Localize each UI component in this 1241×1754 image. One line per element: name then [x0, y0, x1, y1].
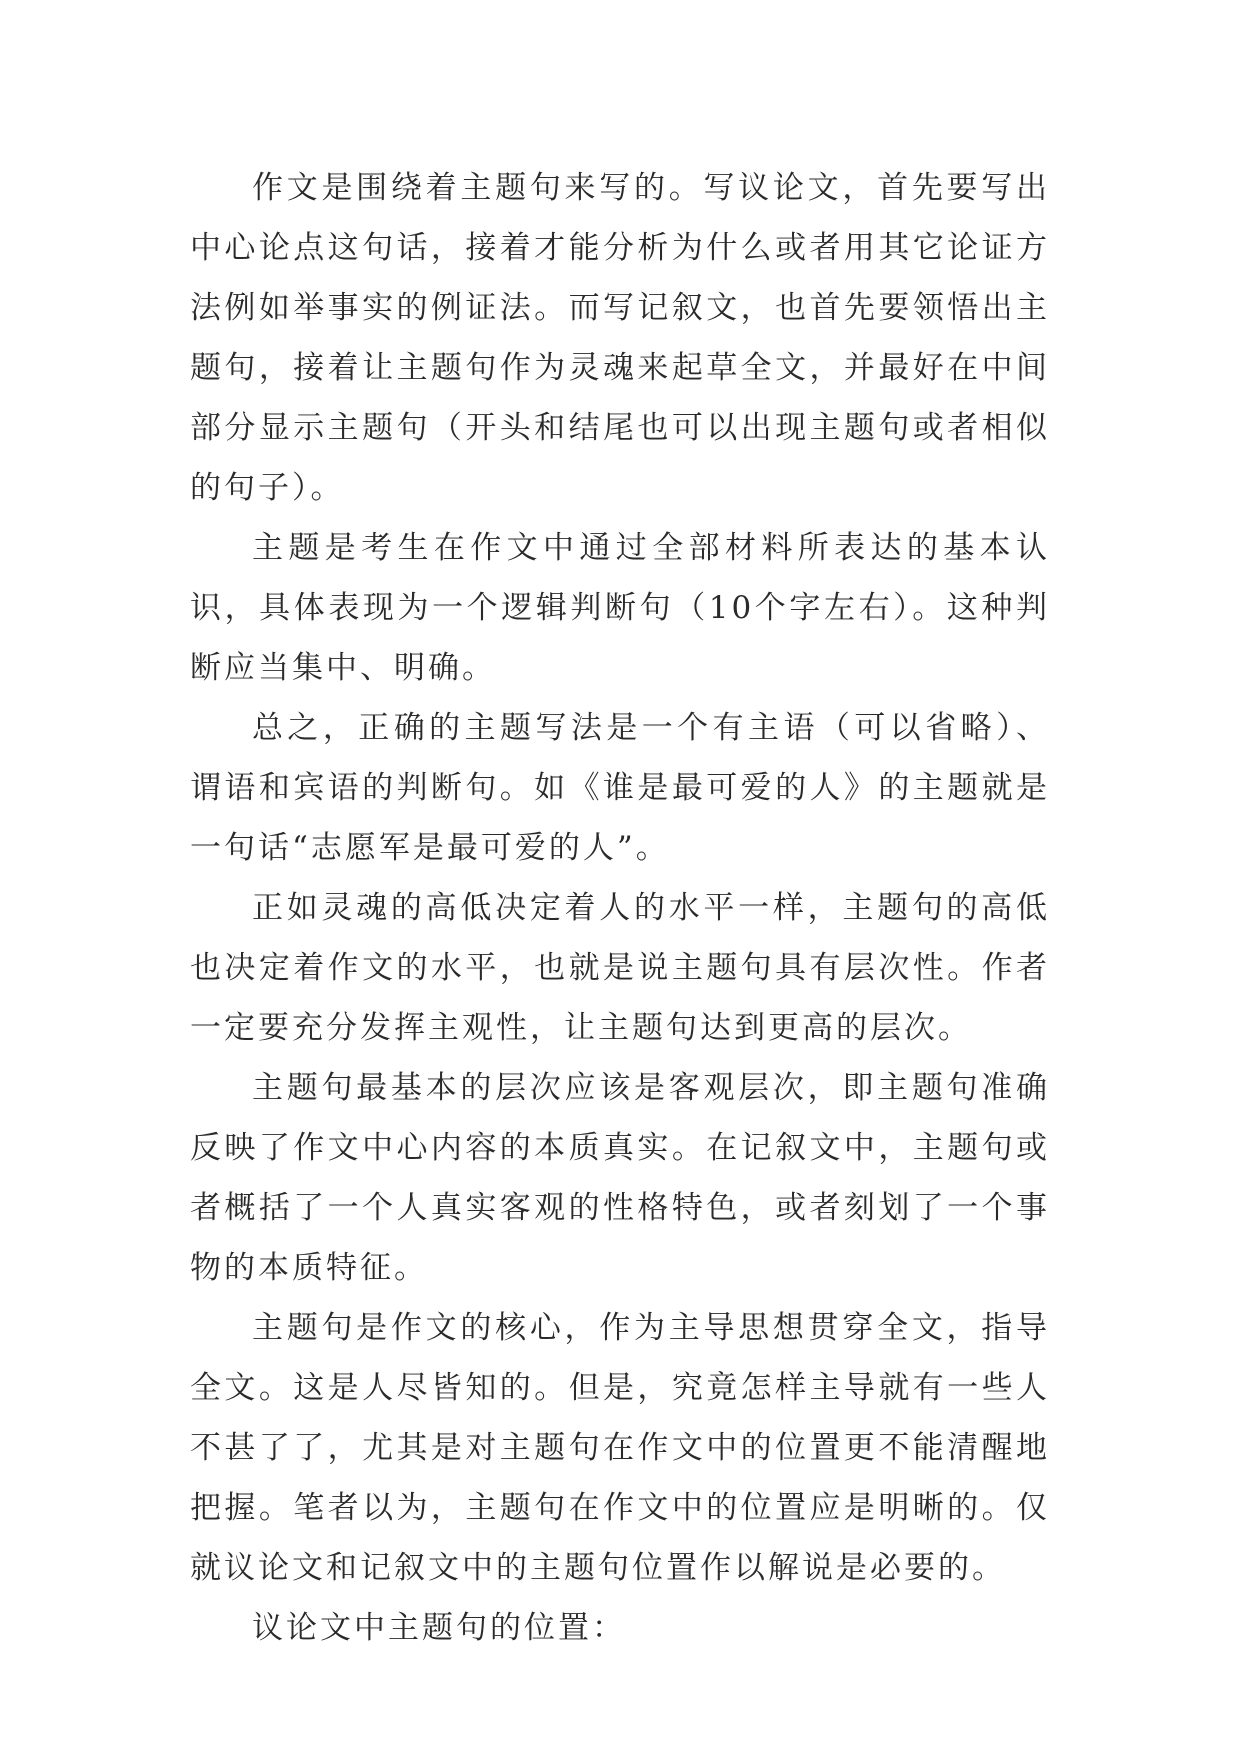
paragraph-summary: 总之，正确的主题写法是一个有主语（可以省略）、谓语和宾语的判断句。如《谁是最可爱的人》的主题就是一句话“志愿军是最可爱的人”。: [190, 710, 1050, 866]
paragraph-levels: 正如灵魂的高低决定着人的水平一样，主题句的高低也决定着作文的水平，也就是说主题句具有层次性。作者一定要充分发挥主观性，让主题句达到更高的层次。: [190, 890, 1050, 1046]
paragraph-objective-level: 主题句最基本的层次应该是客观层次，即主题句准确反映了作文中心内容的本质真实。在记叙文中，主题句或者概括了一个人真实客观的性格特色，或者刻划了一个事物的本质特征。: [190, 1070, 1050, 1286]
paragraph-argumentative-heading: 议论文中主题句的位置：: [252, 1610, 626, 1646]
paragraph-intro: 作文是围绕着主题句来写的。写议论文，首先要写出中心论点这句话，接着才能分析为什么或者用其它论证方法例如举事实的例证法。而写记叙文，也首先要领悟出主题句，接着让主题句作为灵魂来起草全文，并最好在中间部分显示主题句（开头和结尾也可以出现主题句或者相似的句子）。: [190, 170, 1050, 506]
paragraph-theme-definition: 主题是考生在作文中通过全部材料所表达的基本认识，具体表现为一个逻辑判断句（10个字左右）。这种判断应当集中、明确。: [190, 530, 1050, 686]
document-body: [190, 158, 1050, 1658]
paragraph-position: 主题句是作文的核心，作为主导思想贯穿全文，指导全文。这是人尽皆知的。但是，究竟怎样主导就有一些人不甚了了，尤其是对主题句在作文中的位置更不能清醒地把握。笔者以为，主题句在作文中的位置应是明晰的。仅就议论文和记叙文中的主题句位置作以解说是必要的。: [190, 1310, 1050, 1586]
